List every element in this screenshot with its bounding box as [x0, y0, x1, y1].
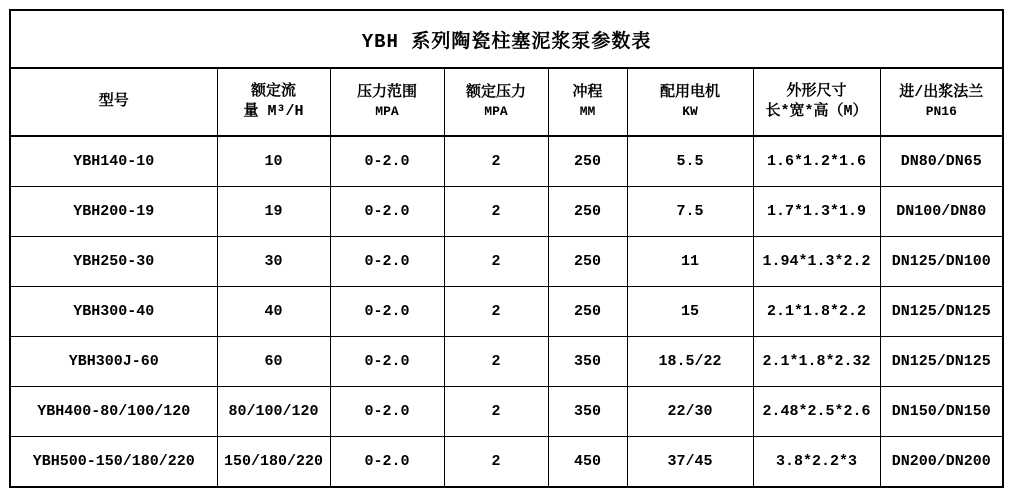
cell-flow: 60 [217, 337, 330, 387]
table-row [10, 136, 1003, 187]
cell-motor: 7.5 [627, 187, 753, 237]
cell-flange: DN125/DN125 [880, 287, 1003, 337]
table-row [10, 287, 1003, 337]
cell-motor: 5.5 [627, 136, 753, 187]
cell-flange: DN80/DN65 [880, 136, 1003, 187]
table-row [10, 187, 1003, 237]
cell-rated-pressure: 2 [444, 187, 548, 237]
column-header-rated-flow: 额定流 量 M³/H [217, 68, 330, 136]
cell-dimensions: 1.6*1.2*1.6 [753, 136, 880, 187]
cell-dimensions: 2.1*1.8*2.32 [753, 337, 880, 387]
cell-rated-pressure: 2 [444, 387, 548, 437]
cell-flange: DN100/DN80 [880, 187, 1003, 237]
cell-flow: 80/100/120 [217, 387, 330, 437]
cell-motor: 11 [627, 237, 753, 287]
column-header-model: 型号 [10, 68, 217, 136]
cell-rated-pressure: 2 [444, 237, 548, 287]
cell-motor: 37/45 [627, 437, 753, 488]
cell-model: YBH400-80/100/120 [10, 387, 217, 437]
cell-flow: 19 [217, 187, 330, 237]
table-row [10, 437, 1003, 488]
cell-flow: 150/180/220 [217, 437, 330, 488]
table-header-row [10, 68, 1003, 136]
cell-rated-pressure: 2 [444, 287, 548, 337]
spec-sheet [9, 9, 1002, 470]
cell-flange: DN150/DN150 [880, 387, 1003, 437]
cell-rated-pressure: 2 [444, 136, 548, 187]
cell-model: YBH250-30 [10, 237, 217, 287]
table-title: YBH 系列陶瓷柱塞泥浆泵参数表 [10, 10, 1003, 68]
cell-motor: 18.5/22 [627, 337, 753, 387]
cell-dimensions: 2.1*1.8*2.2 [753, 287, 880, 337]
cell-flange: DN125/DN125 [880, 337, 1003, 387]
column-header-motor: 配用电机 KW [627, 68, 753, 136]
cell-motor: 22/30 [627, 387, 753, 437]
cell-pressure-range: 0-2.0 [330, 187, 444, 237]
cell-pressure-range: 0-2.0 [330, 136, 444, 187]
cell-motor: 15 [627, 287, 753, 337]
cell-flow: 30 [217, 237, 330, 287]
cell-dimensions: 1.94*1.3*2.2 [753, 237, 880, 287]
column-header-pressure-range: 压力范围 MPA [330, 68, 444, 136]
cell-dimensions: 3.8*2.2*3 [753, 437, 880, 488]
cell-pressure-range: 0-2.0 [330, 287, 444, 337]
cell-pressure-range: 0-2.0 [330, 437, 444, 488]
cell-stroke: 250 [548, 287, 627, 337]
cell-stroke: 350 [548, 337, 627, 387]
table-title-row [10, 10, 1003, 68]
table-row [10, 337, 1003, 387]
cell-flow: 10 [217, 136, 330, 187]
cell-stroke: 350 [548, 387, 627, 437]
table-row [10, 387, 1003, 437]
cell-rated-pressure: 2 [444, 337, 548, 387]
cell-pressure-range: 0-2.0 [330, 237, 444, 287]
cell-pressure-range: 0-2.0 [330, 337, 444, 387]
cell-pressure-range: 0-2.0 [330, 387, 444, 437]
cell-stroke: 250 [548, 136, 627, 187]
cell-dimensions: 1.7*1.3*1.9 [753, 187, 880, 237]
cell-model: YBH300-40 [10, 287, 217, 337]
cell-model: YBH200-19 [10, 187, 217, 237]
column-header-rated-pressure: 额定压力 MPA [444, 68, 548, 136]
cell-rated-pressure: 2 [444, 437, 548, 488]
cell-model: YBH140-10 [10, 136, 217, 187]
column-header-dimensions: 外形尺寸 长*宽*高（M） [753, 68, 880, 136]
cell-flange: DN200/DN200 [880, 437, 1003, 488]
cell-stroke: 250 [548, 187, 627, 237]
table-row [10, 237, 1003, 287]
cell-flow: 40 [217, 287, 330, 337]
cell-model: YBH300J-60 [10, 337, 217, 387]
cell-stroke: 450 [548, 437, 627, 488]
cell-flange: DN125/DN100 [880, 237, 1003, 287]
cell-dimensions: 2.48*2.5*2.6 [753, 387, 880, 437]
column-header-flange: 进/出浆法兰 PN16 [880, 68, 1003, 136]
cell-stroke: 250 [548, 237, 627, 287]
column-header-stroke: 冲程 MM [548, 68, 627, 136]
cell-model: YBH500-150/180/220 [10, 437, 217, 488]
pump-parameter-table [9, 9, 1004, 488]
